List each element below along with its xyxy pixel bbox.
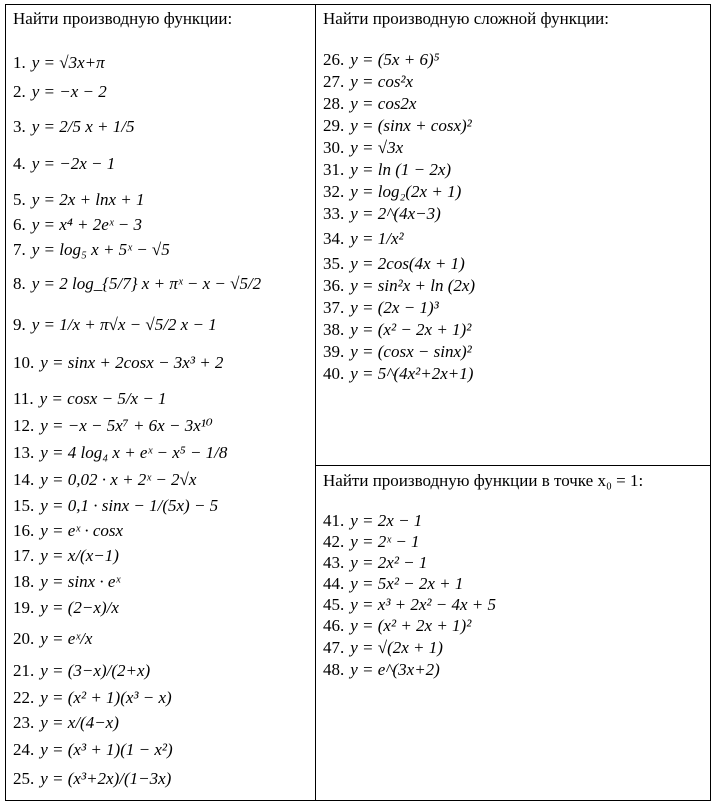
problem-41: 41. y = 2x − 1 — [323, 510, 423, 530]
problem-20: 20. y = eˣ/x — [13, 629, 93, 648]
problem-11: 11. y = cosx − 5/x − 1 — [13, 389, 167, 408]
problem-45: 45. y = x³ + 2x² − 4x + 5 — [323, 594, 497, 614]
problem-36: 36. y = sin²x + ln (2x) — [323, 276, 476, 295]
problem-3: 3. y = 2/5 x + 1/5 — [13, 117, 135, 136]
problem-25: 25. y = (x³+2x)/(1−3x) — [13, 769, 172, 788]
problem-47: 47. y = √(2x + 1) — [323, 638, 443, 657]
problem-23: 23. y = x/(4−x) — [13, 712, 119, 732]
problem-29: 29. y = (sinx + cosx)² — [323, 116, 472, 135]
problem-37: 37. y = (2x − 1)³ — [323, 298, 439, 317]
problem-48: 48. y = e^(3x+2) — [323, 660, 440, 679]
right-top-heading: Найти производную сложной функции: — [323, 9, 609, 28]
right-top-cell — [323, 8, 707, 385]
problem-15: 15. y = 0,1 · sinx − 1/(5x) − 5 — [13, 495, 219, 515]
problem-19: 19. y = (2−x)/x — [13, 598, 119, 617]
problem-14: 14. y = 0,02 · x + 2ˣ − 2√x — [13, 469, 197, 489]
problem-17: 17. y = x/(x−1) — [13, 546, 119, 565]
problem-7: 7. y = log₅ x + 5ˣ − √5 — [13, 239, 170, 259]
problem-39: 39. y = (cosx − sinx)² — [323, 342, 472, 361]
problem-18: 18. y = sinx · eˣ — [13, 571, 121, 591]
problem-27: 27. y = cos²x — [323, 72, 414, 91]
problem-2: 2. y = −x − 2 — [13, 81, 107, 101]
problem-12: 12. y = −x − 5x⁷ + 6x − 3x¹⁰ — [13, 416, 213, 435]
problem-40: 40. y = 5^(4x²+2x+1) — [323, 364, 474, 383]
row-divider — [315, 465, 711, 466]
problem-16: 16. y = eˣ · cosx — [13, 520, 124, 540]
problem-22: 22. y = (x² + 1)(x³ − x) — [13, 687, 172, 707]
problem-35: 35. y = 2cos(4x + 1) — [323, 254, 465, 273]
left-cell — [13, 8, 311, 795]
right-bottom-heading: Найти производную функции в точке x₀ = 1: — [323, 471, 644, 490]
problem-30: 30. y = √3x — [323, 138, 404, 157]
left-heading: Найти производную функции: — [13, 9, 233, 28]
right-bottom-cell — [323, 470, 707, 681]
problem-28: 28. y = cos2x — [323, 94, 417, 113]
problem-31: 31. y = ln (1 − 2x) — [323, 160, 452, 179]
problem-34: 34. y = 1/x² — [323, 229, 404, 248]
problem-9: 9. y = 1/x + π√x − √5/2 x − 1 — [13, 315, 217, 334]
problem-4: 4. y = −2x − 1 — [13, 153, 116, 173]
problem-42: 42. y = 2ˣ − 1 — [323, 531, 420, 551]
problem-5: 5. y = 2x + lnx + 1 — [13, 189, 145, 209]
problem-44: 44. y = 5x² − 2x + 1 — [323, 573, 464, 593]
problem-21: 21. y = (3−x)/(2+x) — [13, 660, 151, 680]
problem-38: 38. y = (x² − 2x + 1)² — [323, 320, 472, 339]
problem-1: 1. y = √3x+π — [13, 52, 105, 72]
problem-8: 8. y = 2 log_{5/7} x + πˣ − x − √5/2 — [13, 274, 262, 293]
problem-24: 24. y = (x³ + 1)(1 − x²) — [13, 739, 173, 759]
problem-43: 43. y = 2x² − 1 — [323, 552, 428, 572]
problem-32: 32. y = log₂(2x + 1) — [323, 182, 462, 201]
problem-33: 33. y = 2^(4x−3) — [323, 204, 441, 223]
problem-46: 46. y = (x² + 2x + 1)² — [323, 616, 472, 635]
problem-13: 13. y = 4 log₄ x + eˣ − x⁵ − 1/8 — [13, 442, 228, 462]
problem-10: 10. y = sinx + 2cosx − 3x³ + 2 — [13, 352, 224, 372]
column-divider — [315, 4, 316, 801]
problem-6: 6. y = x⁴ + 2eˣ − 3 — [13, 215, 143, 234]
problem-26: 26. y = (5x + 6)⁵ — [323, 49, 440, 69]
